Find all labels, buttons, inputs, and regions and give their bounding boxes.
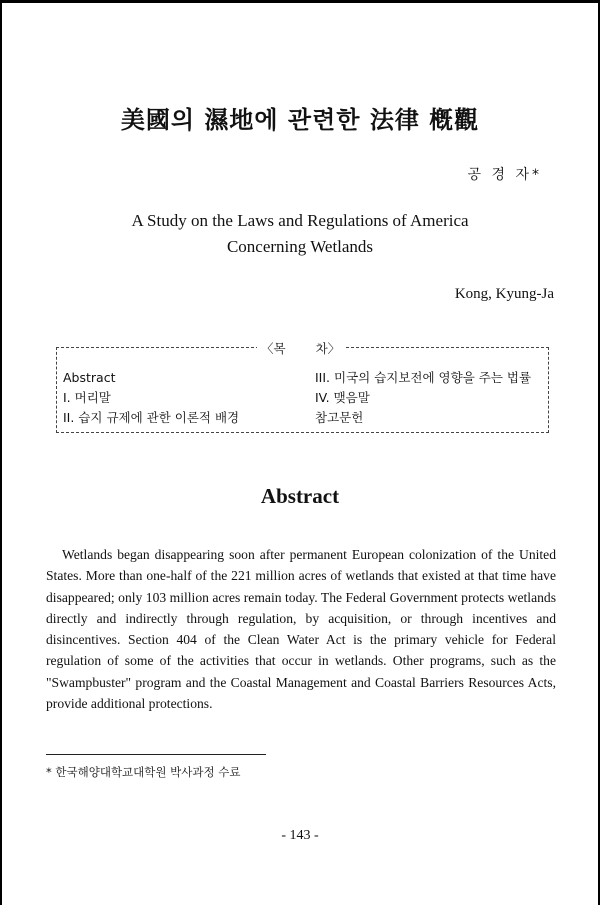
page-border-top: [0, 0, 600, 3]
toc-item: Abstract: [63, 370, 116, 385]
toc-heading-right: 차〉: [315, 341, 341, 356]
toc-item: IV. 맺음말: [315, 390, 370, 405]
abstract-heading: Abstract: [260, 484, 340, 508]
abstract-body: Wetlands began disappearing soon after permanent European colonization of the United States. More than one-half of the 221 million acres of wetlands that existed at that time have disappeared; only 103 million acres remain today. The Federal Government protects wetlands directly and indirectly through regulation, by acquisition, or through incentives and disincentives. Section 404 of the Clean Water Act is the primary vehicle for Federal regulation of some of the activities that occur in wetlands. Other programs, such as the "Swampbuster" program and the Coastal Management and Coastal Barriers Resources Acts, provide additional protections.: [46, 547, 556, 712]
toc-item: 참고문헌: [315, 410, 364, 425]
title-korean: 美國의 濕地에 관련한 法律 槪觀: [120, 106, 480, 134]
table-of-contents: [56, 341, 549, 433]
toc-heading-left: 〈목: [261, 341, 286, 356]
author-english: Kong, Kyung-Ja: [454, 286, 554, 302]
page-border-left: [0, 0, 2, 905]
title-english: [0, 208, 600, 260]
footnote-divider: [46, 754, 266, 755]
footnote: * 한국해양대학교대학원 박사과정 수료: [46, 765, 241, 779]
title-english-text: A Study on the Laws and Regulations of America Concerning Wetlands: [131, 211, 469, 256]
author-korean: 공 경 자*: [467, 167, 542, 183]
toc-item: I. 머리말: [63, 390, 111, 405]
toc-left-column: [63, 368, 239, 428]
toc-item: III. 미국의 습지보전에 영향을 주는 법률: [315, 370, 532, 385]
page-number: - 143 -: [281, 828, 319, 843]
toc-heading: [257, 339, 344, 357]
toc-right-column: [315, 368, 531, 428]
toc-item: II. 습지 규제에 관한 이론적 배경: [63, 410, 240, 425]
